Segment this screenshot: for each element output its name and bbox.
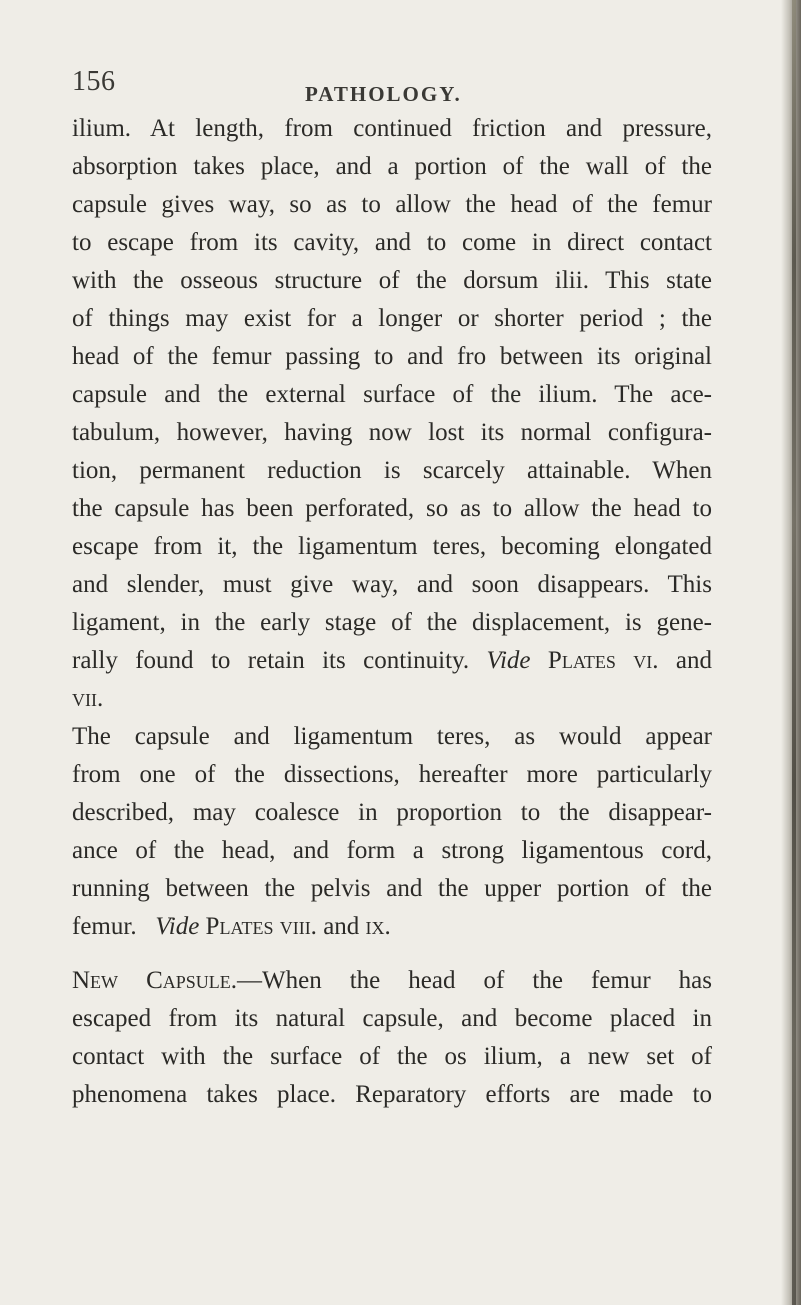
text-line: to escape from its cavity, and to come in direct contact bbox=[72, 229, 712, 256]
vide-reference: Vide bbox=[155, 913, 200, 940]
text-line: described, may coalesce in proportion to the disappear- bbox=[72, 799, 712, 826]
plates-reference: Plates bbox=[205, 913, 274, 940]
page-edge-binding bbox=[792, 0, 796, 1305]
text-line: ilium. At length, from continued friction and pressure, bbox=[72, 115, 712, 142]
text-line: ance of the head, and form a strong ligamentous cord, bbox=[72, 837, 712, 864]
plate-number: ix. bbox=[365, 913, 391, 940]
text-line-with-reference bbox=[72, 908, 712, 946]
text-fragment: and bbox=[658, 647, 712, 674]
plate-number: vi. bbox=[633, 647, 659, 674]
text-line: contact with the surface of the os ilium, a new set of bbox=[72, 1043, 712, 1070]
text-line: escape from it, the ligamentum teres, becoming elongated bbox=[72, 533, 712, 560]
plates-reference: Plates bbox=[547, 647, 616, 674]
text-fragment: rally found to retain its continuity. bbox=[72, 647, 487, 674]
text-line-with-heading bbox=[72, 962, 712, 1000]
text-fragment: and bbox=[316, 913, 366, 940]
text-line: ligament, in the early stage of the displacement, is gene- bbox=[72, 609, 712, 636]
text-line: head of the femur passing to and fro between its original bbox=[72, 343, 712, 370]
text-line: the capsule has been perforated, so as to allow the head to bbox=[72, 495, 712, 522]
text-line bbox=[72, 680, 712, 718]
text-line: of things may exist for a longer or shorter period ; the bbox=[72, 305, 712, 332]
text-line: capsule and the external surface of the ilium. The ace- bbox=[72, 381, 712, 408]
running-head: PATHOLOGY. bbox=[305, 82, 462, 106]
text-line: running between the pelvis and the upper portion of the bbox=[72, 875, 712, 902]
plate-number: viii. bbox=[279, 913, 317, 940]
text-line: with the osseous structure of the dorsum ilii. This state bbox=[72, 267, 712, 294]
section-heading: New Capsule. bbox=[72, 967, 238, 994]
text-line: absorption takes place, and a portion of the wall of the bbox=[72, 153, 712, 180]
vide-reference: Vide bbox=[486, 647, 531, 674]
text-line: phenomena takes place. Reparatory efforts are made to bbox=[72, 1081, 712, 1108]
page-edge-shadow bbox=[781, 0, 801, 1305]
text-line: tabulum, however, having now lost its normal configura- bbox=[72, 419, 712, 446]
text-line: tion, permanent reduction is scarcely attainable. When bbox=[72, 457, 712, 484]
text-fragment: femur. bbox=[72, 913, 143, 940]
text-line: The capsule and ligamentum teres, as would appear bbox=[72, 723, 712, 750]
text-line: escaped from its natural capsule, and become placed in bbox=[72, 1005, 712, 1032]
text-line: and slender, must give way, and soon disappears. This bbox=[72, 571, 712, 598]
page-number: 156 bbox=[72, 66, 116, 97]
plate-number: vii. bbox=[72, 685, 104, 712]
body-text bbox=[72, 110, 712, 1114]
paragraph-gap bbox=[72, 946, 712, 962]
text-line-with-reference bbox=[72, 642, 712, 680]
text-line: from one of the dissections, hereafter more particularly bbox=[72, 761, 712, 788]
text-line: capsule gives way, so as to allow the head of the femur bbox=[72, 191, 712, 218]
text-fragment: —When the head of the femur has bbox=[237, 967, 713, 994]
